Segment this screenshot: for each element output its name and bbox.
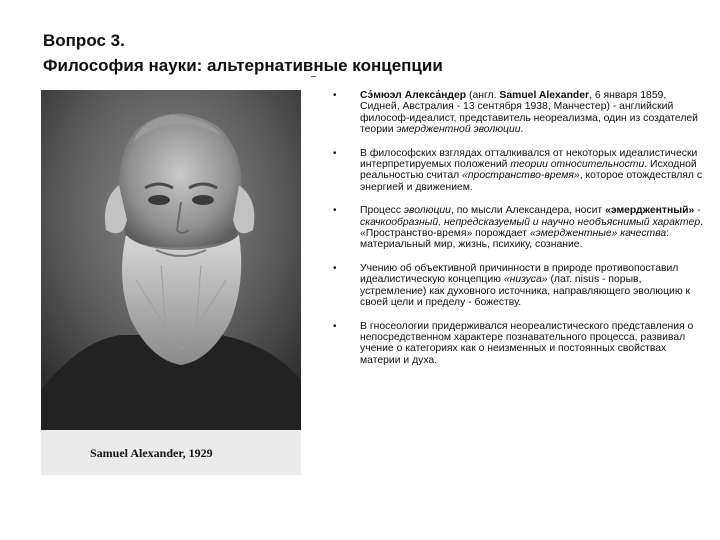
portrait-photo [41, 90, 301, 475]
bullet-list [333, 90, 705, 378]
title-line-topic: Философия науки: альтернативные концепции [43, 56, 443, 75]
bullet-item: • Процесс эволюции, по мысли Александера, носит «эмерджентный» - скачкообразный, непредсказуемый и научно необъяснимый характер. «Пространство-время» порождает «эмерджентные» качества: материальный мир, жизнь, психику, сознание. [333, 205, 705, 251]
bullet-item: • В философских взглядах отталкивался от некоторых идеалистически интерпретируемых положений теории относительности. Исходной реальностью считал «пространство-время», которое отождествлял с энергией и движением. [333, 148, 705, 194]
person-name-en: Samuel Alexander [499, 90, 590, 101]
portrait-illustration [41, 90, 301, 475]
bullet-item: • В гносеологии придерживался неореалистического представления о непосредственном характере познавательного процесса, развивал учение о категориях как о неизменных и постоянных свойствах материи и духа. [333, 321, 705, 367]
photo-caption: Samuel Alexander, 1929 [90, 446, 213, 460]
person-name-ru: Сэ́мюэл Алекса́ндер [360, 90, 467, 101]
title-line-question: Вопрос 3. [43, 31, 125, 50]
bullet-item: • Учению об объективной причинности в природе противопоставил идеалистическую концепцию «низуса» (лат. nisus - порыв, устремление) как духовного источника, направляющего эволюцию к своей цели и пределу - божеству. [333, 263, 705, 309]
slide-title [43, 28, 443, 78]
bullet-item: • Сэ́мюэл Алекса́ндер (англ. Samuel Alexander, 6 января 1859, Сидней, Австралия - 13 сентября 1938, Манчестер) - английский философ-идеалист, представитель неореализма, один из создателей теории эмерджентной эволюции. [333, 90, 705, 136]
decorative-tick [311, 76, 316, 77]
